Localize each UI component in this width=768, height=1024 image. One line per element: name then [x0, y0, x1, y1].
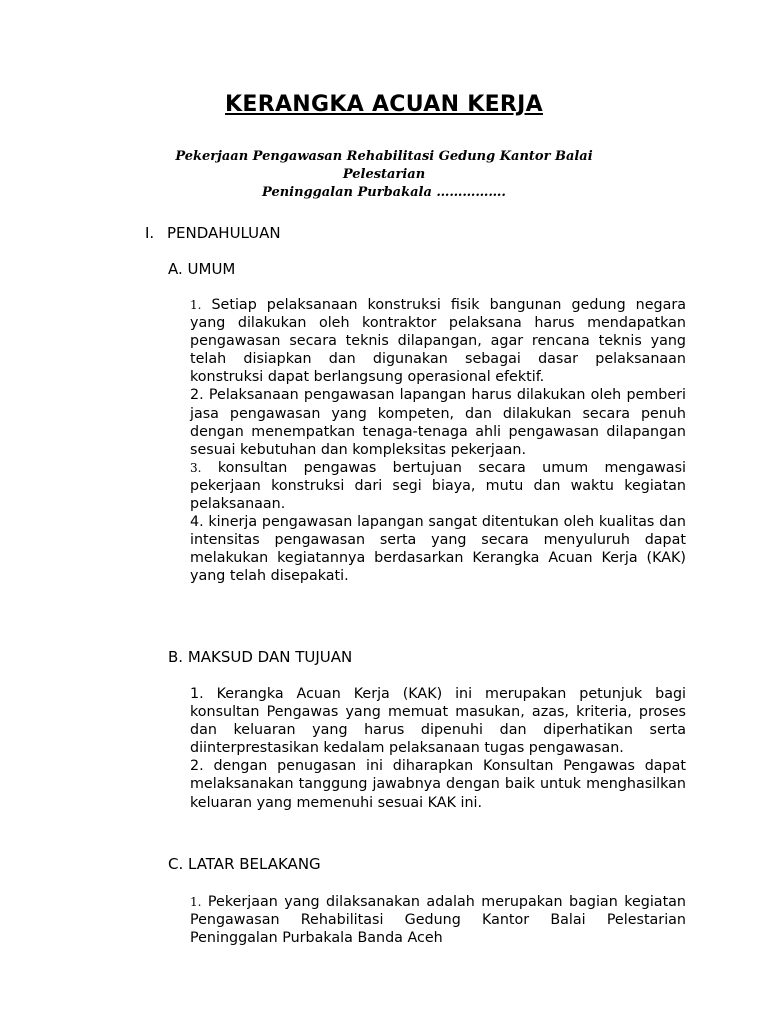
- item-text: konsultan pengawas bertujuan secara umum mengawasi pekerjaan konstruksi dari segi biaya, mutu dan waktu kegiatan pelaksanaan.: [190, 459, 686, 513]
- list-item: [190, 685, 686, 757]
- list-item: [190, 459, 686, 513]
- section-heading-pendahuluan: [145, 224, 281, 242]
- list-item: [190, 513, 686, 585]
- subtitle-line-2: Peninggalan Purbakala …………….: [262, 185, 506, 200]
- subsection-heading-latar-belakang: C. LATAR BELAKANG: [168, 855, 321, 873]
- document-title: KERANGKA ACUAN KERJA: [225, 92, 543, 117]
- subsection-heading-umum: A. UMUM: [168, 260, 236, 278]
- list-item: [190, 386, 686, 458]
- item-number: 4.: [190, 514, 204, 531]
- item-number: 3.: [190, 460, 202, 475]
- subsection-heading-maksud-tujuan: B. MAKSUD DAN TUJUAN: [168, 648, 353, 666]
- item-number: 2.: [190, 387, 204, 404]
- list-item: [190, 757, 686, 811]
- umum-list: [190, 296, 686, 586]
- item-text: Setiap pelaksanaan konstruksi fisik bangunan gedung negara yang dilakukan oleh kontraktor pelaksana harus mendapatkan pengawasan secara teknis dilapangan, agar rencana teknis yang telah disiapkan dan digunakan sebagai dasar pelaksanaan konstruksi dapat berlangsung operasional efektif.: [190, 297, 686, 386]
- list-item: [190, 296, 686, 386]
- item-number: 2.: [190, 758, 204, 775]
- item-text: Pelaksanaan pengawasan lapangan harus dilakukan oleh pemberi jasa pengawasan yang kompeten, dan dilakukan secara penuh dengan menempatkan tenaga-tenaga ahli pengawasan dilapangan sesuai kebutuhan dan kompleksitas pekerjaan.: [190, 387, 686, 458]
- item-number: 1.: [190, 686, 204, 702]
- item-number: 1.: [190, 895, 202, 909]
- maksud-tujuan-list: [190, 685, 686, 812]
- item-text: dengan penugasan ini diharapkan Konsultan Pengawas dapat melaksanakan tanggung jawabnya dengan baik untuk menghasilkan keluaran yang memenuhi sesuai KAK ini.: [190, 758, 686, 811]
- section-number: I.: [145, 224, 155, 242]
- section-title: PENDAHULUAN: [167, 224, 281, 242]
- item-number: 1.: [190, 298, 202, 312]
- item-text: kinerja pengawasan lapangan sangat ditentukan oleh kualitas dan intensitas pengawasan serta yang secara menyuluruh dapat melakukan kegiatannya berdasarkan Kerangka Acuan Kerja (KAK) yang telah disepakati.: [190, 514, 686, 585]
- subtitle-line-1: Pekerjaan Pengawasan Rehabilitasi Gedung Kantor Balai Pelestarian: [175, 149, 593, 182]
- document-subtitle: [150, 148, 618, 202]
- item-text: Kerangka Acuan Kerja (KAK) ini merupakan petunjuk bagi konsultan Pengawas yang memuat masukan, azas, kriteria, proses dan keluaran yang harus dipenuhi dan diperhatikan serta diinterprestasikan kedalam pelaksanaan tugas pengawasan.: [190, 686, 687, 757]
- list-item: [190, 893, 686, 947]
- latar-belakang-list: [190, 893, 686, 947]
- item-text: Pekerjaan yang dilaksanakan adalah merupakan bagian kegiatan Pengawasan Rehabilitasi Gedung Kantor Balai Pelestarian Peninggalan Purbakala Banda Aceh: [190, 894, 686, 947]
